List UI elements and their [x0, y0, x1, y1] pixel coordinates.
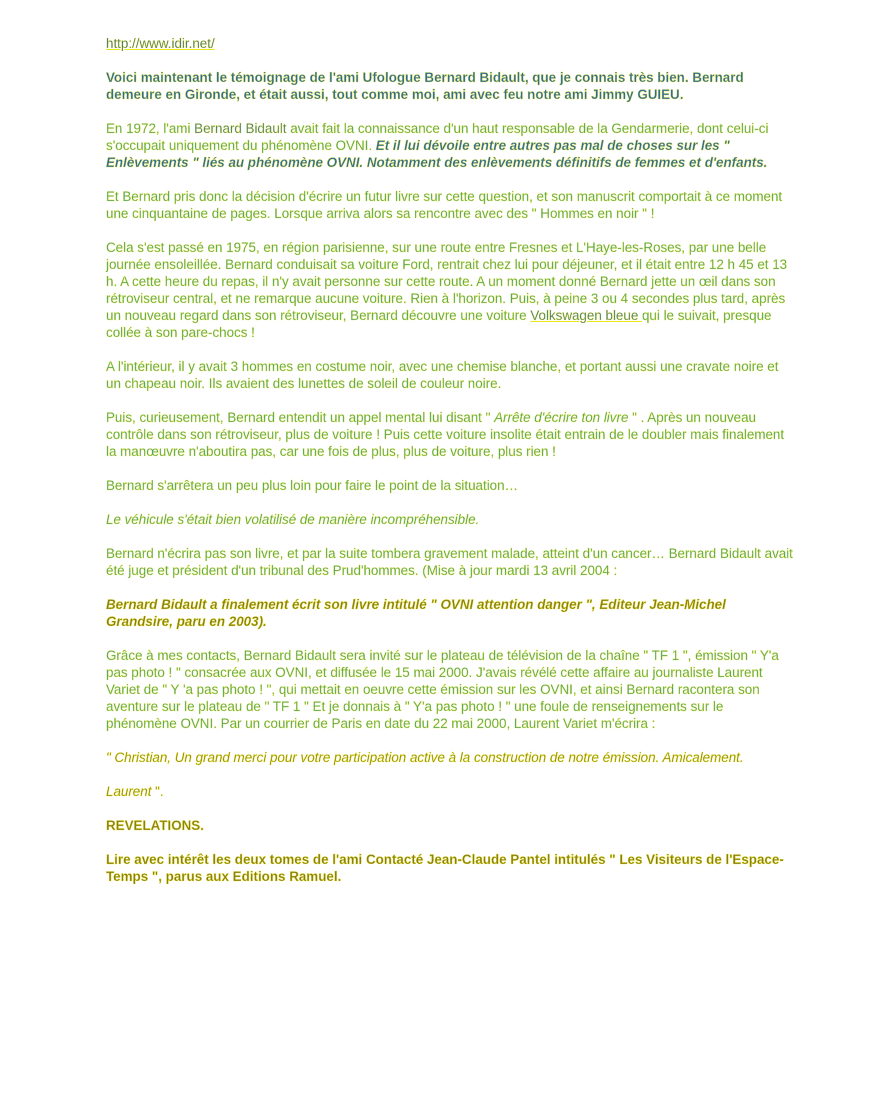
signature-end: ".	[151, 784, 164, 799]
paragraph-stop: Bernard s'arrêtera un peu plus loin pour faire le point de la situation…	[106, 478, 518, 493]
p4-text-b: qui le suivait, presque collée à son pare-chocs !	[106, 308, 772, 340]
source-url-link[interactable]: http://www.idir.net/	[106, 36, 215, 51]
signature-name: Laurent	[106, 784, 152, 799]
paragraph-thanks: " Christian, Un grand merci pour votre participation active à la construction de notre émission. Amicalement.	[106, 750, 744, 765]
paragraph-illness: Bernard n'écrira pas son livre, et par la suite tombera gravement malade, atteint d'un cancer… Bernard Bidault avait été juge et président d'un tribunal des Prud'hommes. (Mise à jour mardi 13 avril 2004 :	[106, 546, 793, 578]
revelations-heading: REVELATIONS.	[106, 818, 204, 833]
p2-text-a: En 1972, l'ami	[106, 121, 195, 136]
paragraph-signature	[106, 783, 796, 800]
p6-quote: Arrête d'écrire ton livre	[494, 410, 629, 425]
paragraph-mental-call	[106, 409, 796, 460]
p4-text-a: Cela s'est passé en 1975, en région parisienne, sur une route entre Fresnes et L'Haye-les-Roses, par une belle journée ensoleillée. Bernard conduisait sa voiture Ford, rentrait chez lui pour déjeuner, et il était entre 12 h 45 et 13 h. A cette heure du repas, il n'y avait personne sur cette route. A un moment donné Bernard jette un œil dans son rétroviseur central, et ne remarque aucune voiture. Rien à l'horizon. Puis, à peine 3 ou 4 secondes plus tard, après un nouveau regard dans son rétroviseur, Bernard découvre une voiture	[106, 240, 788, 323]
p2-name: Bernard Bidault	[194, 121, 287, 136]
paragraph-1975	[106, 239, 796, 341]
paragraph-book-published: Bernard Bidault a finalement écrit son livre intitulé " OVNI attention danger ", Editeur Jean-Michel Grandsire, paru en 2003).	[106, 597, 726, 629]
paragraph-vanished: Le véhicule s'était bien volatilisé de manière incompréhensible.	[106, 512, 480, 527]
paragraph-reading: Lire avec intérêt les deux tomes de l'ami Contacté Jean-Claude Pantel intitulés " Les Visiteurs de l'Espace-Temps ", parus aux Editions Ramuel.	[106, 852, 784, 884]
paragraph-1972	[106, 120, 796, 171]
paragraph-book-decision: Et Bernard pris donc la décision d'écrire un futur livre sur cette question, et son manuscrit comportait à ce moment une cinquantaine de pages. Lorsque arriva alors sa rencontre avec des " Hommes en noir " !	[106, 189, 783, 221]
p6-text-a: Puis, curieusement, Bernard entendit un appel mental lui disant "	[106, 410, 495, 425]
source-paragraph	[106, 35, 796, 52]
document-body	[106, 35, 796, 902]
p2-emphasis: Et il lui dévoile entre autres pas mal de choses sur les " Enlèvements " liés au phénomène OVNI. Notamment des enlèvements définitifs de femmes et d'enfants.	[106, 138, 768, 170]
paragraph-interior: A l'intérieur, il y avait 3 hommes en costume noir, avec une chemise blanche, et portant aussi une cravate noire et un chapeau noir. Ils avaient des lunettes de soleil de couleur noire.	[106, 359, 779, 391]
intro-paragraph: Voici maintenant le témoignage de l'ami Ufologue Bernard Bidault, que je connais très bien. Bernard demeure en Gironde, et était aussi, tout comme moi, ami avec feu notre ami Jimmy GUIEU.	[106, 70, 744, 102]
p6-text-b: " . Après un nouveau contrôle dans son rétroviseur, plus de voiture ! Puis cette voiture insolite était entrain de le doubler mais finalement la manœuvre n'aboutira pas, car une fois de plus, plus de voiture, plus rien !	[106, 410, 785, 459]
p2-text-b: avait fait la connaissance d'un haut responsable de la Gendarmerie, dont celui-ci s'occupait uniquement du phénomène OVNI.	[106, 121, 769, 153]
paragraph-tf1: Grâce à mes contacts, Bernard Bidault sera invité sur le plateau de télévision de la chaîne " TF 1 ", émission " Y'a pas photo ! " consacrée aux OVNI, et diffusée le 15 mai 2000. J'avais révélé cette affaire au journaliste Laurent Variet de " Y 'a pas photo ! ", qui mettait en oeuvre cette émission sur les OVNI, et ainsi Bernard racontera son aventure sur le plateau de " TF 1 " Et je donnais à " Y'a pas photo ! " une foule de renseignements sur le phénomène OVNI. Par un courrier de Paris en date du 22 mai 2000, Laurent Variet m'écrira :	[106, 648, 779, 731]
volkswagen-link[interactable]: Volkswagen bleue	[530, 308, 642, 323]
